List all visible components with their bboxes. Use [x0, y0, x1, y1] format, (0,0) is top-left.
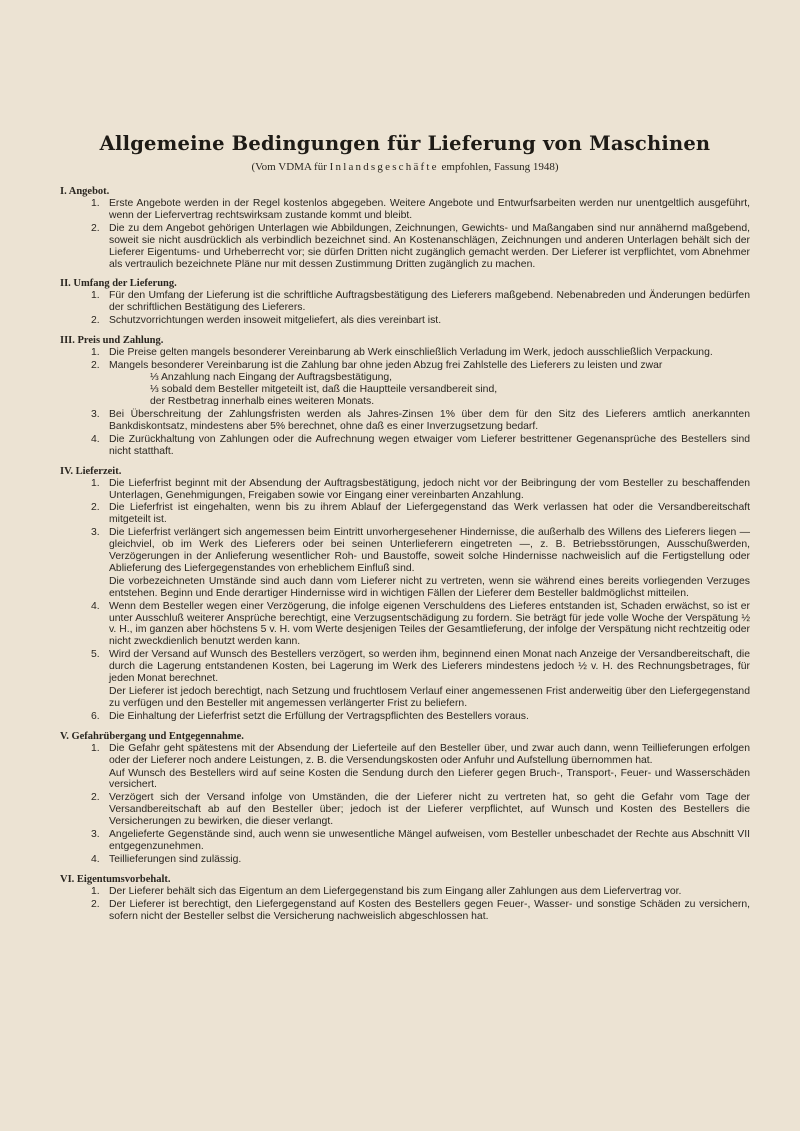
item-number: 3.: [91, 829, 100, 841]
item-number: 4.: [91, 853, 100, 865]
section-items: [60, 743, 750, 866]
item-text: Erste Angebote werden in der Regel kostenlos abgegeben. Weitere Angebote und Entwurfsarbeiten werden nur unentgeltlich ausgeführt, wenn der Liefervertrag rechtswirksam zustande kommt und bleibt.: [109, 198, 750, 221]
item-text: Die Einhaltung der Lieferfrist setzt die Erfüllung der Vertragspflichten des Bestellers voraus.: [109, 710, 529, 722]
list-item: [60, 290, 750, 314]
item-text: Die Lieferfrist beginnt mit der Absendung der Auftragsbestätigung, jedoch nicht vor der Beibringung der vom Besteller zu beschaffenden Unterlagen, Genehmigungen, Freigaben sowie vor Eingang einer vereinbarten Anzahlung.: [109, 477, 750, 501]
sections-container: [60, 186, 750, 923]
subtitle-spaced-word: Inlandsgeschäfte: [329, 161, 439, 173]
payment-term-line: ⅓ sobald dem Besteller mitgeteilt ist, daß die Hauptteile versandbereit sind,: [150, 383, 498, 395]
section: [60, 466, 750, 723]
item-number: 6.: [91, 710, 100, 722]
item-text: Der Lieferer ist berechtigt, den Liefergegenstand auf Kosten des Bestellers gegen Feuer-, Wasser- und sonstige Schäden zu versichern, sofern nicht der Besteller selbst die Versicherung nachweislich abgeschlossen hat.: [109, 898, 750, 922]
item-number: 1.: [91, 477, 100, 489]
section-heading: IV. Lieferzeit.: [60, 465, 122, 477]
subtitle-prefix: (Vom VDMA für: [251, 161, 330, 173]
list-item: [60, 409, 750, 433]
item-number: 2.: [91, 222, 100, 234]
list-item: [60, 198, 750, 222]
list-item: [60, 527, 750, 599]
item-text: Für den Umfang der Lieferung ist die schriftliche Auftragsbestätigung des Lieferers maßgebend. Nebenabreden und Änderungen bedürfen der schriftlichen Bestätigung des Lieferers.: [109, 290, 750, 314]
list-item: [60, 347, 750, 359]
item-number: 3.: [91, 408, 100, 420]
item-number: 4.: [91, 600, 100, 612]
list-item: [60, 886, 750, 898]
list-item: [60, 792, 750, 828]
item-text: Der Lieferer behält sich das Eigentum an dem Liefergegenstand bis zum Eingang aller Zahlungen aus dem Liefervertrag vor.: [109, 885, 682, 897]
item-number: 1.: [91, 290, 100, 302]
list-item: [60, 711, 750, 723]
item-text: Die Preise gelten mangels besonderer Vereinbarung ab Werk einschließlich Verladung im Werk, jedoch ausschließlich Verpackung.: [109, 347, 713, 359]
payment-term-line: der Restbetrag innerhalb eines weiteren Monats.: [150, 395, 375, 407]
section: [60, 278, 750, 327]
item-text: Die Gefahr geht spätestens mit der Absendung der Lieferteile auf den Besteller über, und zwar auch dann, wenn Teillieferungen erfolgen oder der Lieferer noch andere Leistungen, z. B. die Versendungskosten oder Anfuhr und Aufstellung übernommen hat.: [109, 742, 750, 766]
section-heading: V. Gefahrübergang und Entgegennahme.: [60, 730, 244, 742]
list-item: [60, 743, 750, 792]
page-title: Allgemeine Bedingungen für Lieferung von Maschinen: [99, 132, 711, 155]
item-text: Mangels besonderer Vereinbarung ist die Zahlung bar ohne jeden Abzug frei Zahlstelle des Lieferers zu leisten und zwar: [109, 360, 663, 372]
item-text: Wird der Versand auf Wunsch des Bestellers verzögert, so werden ihm, beginnend einen Monat nach Anzeige der Versandbereitschaft, die durch die Lagerung entstandenen Kosten, bei Lagerung im Werk des Lieferers mindestens jedoch ½ v. H. des Rechnungsbetrages, für jeden Monat berechnet.: [109, 649, 750, 685]
list-item: [60, 899, 750, 923]
item-text: Angelieferte Gegenstände sind, auch wenn sie unwesentliche Mängel aufweisen, vom Besteller unbeschadet der Rechte aus Abschnitt VII entgegenzunehmen.: [109, 829, 750, 852]
item-number: 2.: [91, 898, 100, 910]
section: [60, 335, 750, 457]
section: [60, 186, 750, 270]
item-number: 2.: [91, 792, 100, 804]
section-heading: III. Preis und Zahlung.: [60, 335, 164, 347]
list-item: [60, 223, 750, 271]
list-item: [60, 315, 750, 327]
section-items: [60, 886, 750, 923]
list-item: [60, 360, 750, 408]
section-heading: I. Angebot.: [60, 186, 110, 197]
section-items: [60, 198, 750, 270]
item-text: Teillieferungen sind zulässig.: [109, 853, 242, 865]
item-text: Die Zurückhaltung von Zahlungen oder die Aufrechnung wegen etwaiger vom Lieferer bestrittener Gegenansprüche des Bestellers sind nicht statthaft.: [109, 433, 750, 457]
item-number: 2.: [91, 502, 100, 514]
item-paragraph: Die vorbezeichneten Umstände sind auch dann vom Lieferer nicht zu vertreten, wenn sie während eines bereits vorliegenden Verzuges entstehen. Beginn und Ende derartiger Hindernisse wird in wichtigen Fällen der Lieferer dem Besteller baldmöglichst mitteilen.: [109, 575, 750, 599]
item-number: 5.: [91, 649, 100, 661]
item-number: 2.: [91, 315, 100, 327]
item-text: Verzögert sich der Versand infolge von Umständen, die der Lieferer nicht zu vertreten hat, so geht die Gefahr vom Tage der Versandbereitschaft ab auf den Besteller über; jedoch ist der Lieferer verpflichtet, auf Wunsch und Kosten des Bestellers die Versicherungen zu bewirken, die dieser verlangt.: [109, 792, 750, 828]
list-item: [60, 601, 750, 649]
item-paragraph: Auf Wunsch des Bestellers wird auf seine Kosten die Sendung durch den Lieferer gegen Bruch-, Transport-, Feuer- und Wasserschäden versichert.: [109, 767, 750, 791]
payment-term-line: ⅓ Anzahlung nach Eingang der Auftragsbestätigung,: [150, 371, 393, 383]
item-text: Die Lieferfrist verlängert sich angemessen beim Eintritt unvorhergesehener Hindernisse, die außerhalb des Willens des Lieferers liegen — gleichviel, ob im Werk des Lieferers oder bei seinen Unterlieferern eingetreten —, z. B. Betriebsstörungen, Ausschußwerden, Verzögerungen in der Anlieferung wesentlicher Roh- und Baustoffe, soweit solche Hindernisse nachweislich auf die Fertigstellung oder Ablieferung des Liefergegenstandes von erheblichem Einfluß sind.: [109, 527, 750, 574]
list-item: [60, 649, 750, 710]
item-number: 1.: [91, 742, 100, 754]
item-text: Schutzvorrichtungen werden insoweit mitgeliefert, als dies vereinbart ist.: [109, 315, 442, 327]
list-item: [60, 829, 750, 853]
item-number: 1.: [91, 347, 100, 359]
section-heading: VI. Eigentumsvorbehalt.: [60, 873, 171, 885]
item-number: 1.: [91, 198, 100, 209]
section: [60, 874, 750, 923]
page-subtitle: [60, 161, 750, 173]
item-number: 1.: [91, 885, 100, 897]
item-text: Die zu dem Angebot gehörigen Unterlagen wie Abbildungen, Zeichnungen, Gewichts- und Maßangaben sind nur annähernd maßgebend, soweit sie nicht ausdrücklich als verbindlich bezeichnet sind. An Kostenanschlägen, Zeichnungen und anderen Unterlagen behält sich der Lieferer Eigentums- und Urheberrecht vor; sie dürfen Dritten nicht zugänglich gemacht werden. Der Lieferer ist verpflichtet, vom Abnehmer als vertraulich bezeichnete Pläne nur mit dessen Zustimmung Dritten zugänglich zu machen.: [109, 222, 750, 270]
list-item: [60, 854, 750, 866]
subtitle-suffix: empfohlen, Fassung 1948): [438, 161, 559, 173]
list-item: [60, 502, 750, 526]
item-paragraph: Der Lieferer ist jedoch berechtigt, nach Setzung und fruchtlosem Verlauf einer angemessenen Frist anderweitig über den Liefergegenstand zu verfügen und den Besteller mit angemessen verlängerter Frist zu beliefern.: [109, 686, 750, 709]
item-text: Die Lieferfrist ist eingehalten, wenn bis zu ihrem Ablauf der Liefergegenstand das Werk verlassen hat oder die Versandbereitschaft mitgeteilt ist.: [109, 502, 750, 526]
section: [60, 731, 750, 866]
section-items: [60, 347, 750, 457]
list-item: [60, 478, 750, 502]
item-text: Bei Überschreitung der Zahlungsfristen werden als Jahres-Zinsen 1% über dem für den Sitz des Lieferers amtlich anerkannten Bankdiskontsatz, mindestens aber 5% berechnet, ohne daß es einer Inverzugsetzung bedarf.: [109, 408, 750, 432]
section-heading: II. Umfang der Lieferung.: [60, 278, 177, 290]
section-items: [60, 290, 750, 327]
item-number: 4.: [91, 433, 100, 445]
item-number: 2.: [91, 360, 100, 372]
item-number: 3.: [91, 527, 100, 539]
section-items: [60, 478, 750, 723]
item-text: Wenn dem Besteller wegen einer Verzögerung, die infolge eigenen Verschuldens des Lieferes entstanden ist, Schaden erwächst, so ist er unter Ausschluß weiterer Ansprüche berechtigt, eine Verzugsentschädigung zu fordern. Sie beträgt für jede volle Woche der Verspätung ½ v. H., im ganzen aber höchstens 5 v. H. vom Werte desjenigen Teiles der Gesamtlieferung, der infolge der Verspätung nicht rechtzeitig oder nicht zweckdienlich benutzt werden kann.: [109, 600, 750, 648]
list-item: [60, 434, 750, 458]
